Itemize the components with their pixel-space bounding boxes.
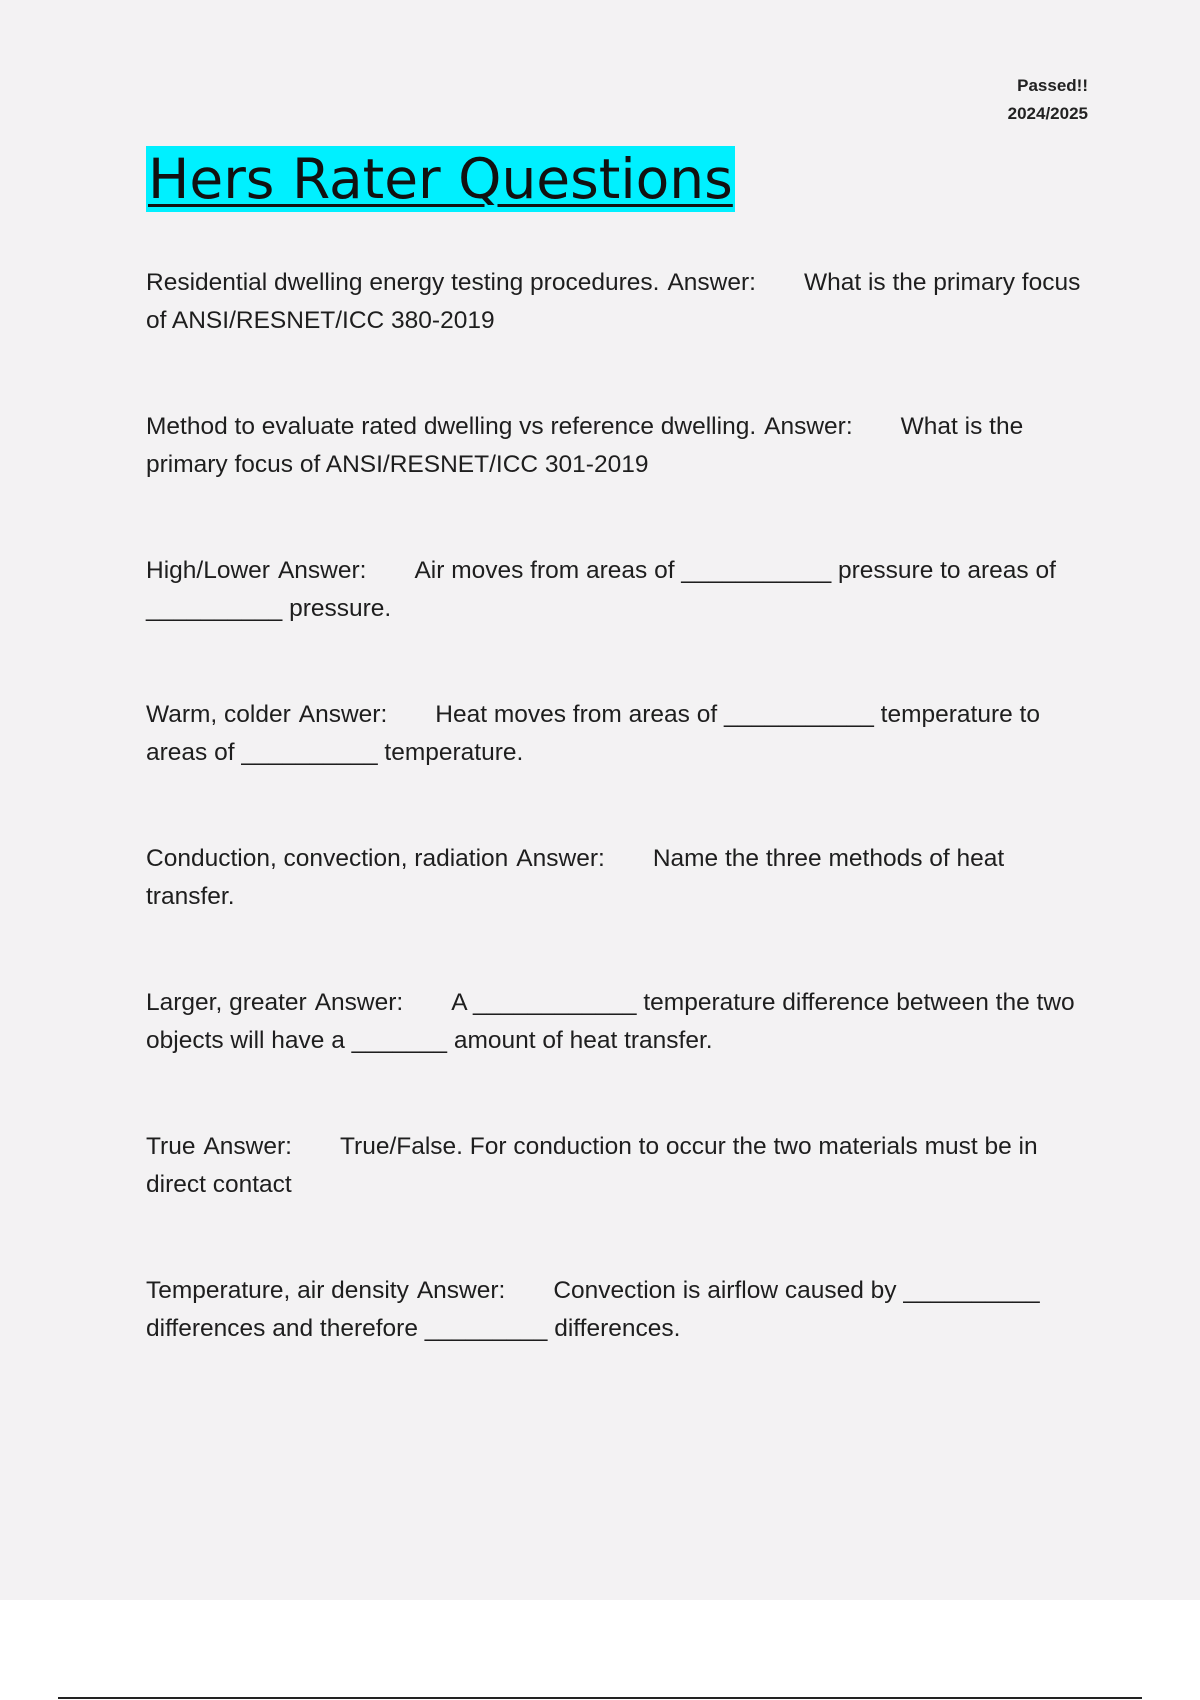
answer-text: Warm, colder xyxy=(146,701,291,728)
status-text: Passed!! xyxy=(1017,76,1088,95)
answer-label: Answer: xyxy=(203,1133,292,1160)
answer-text: Larger, greater xyxy=(146,989,307,1016)
qa-item xyxy=(146,840,1086,984)
qa-item xyxy=(146,1128,1086,1272)
qa-item xyxy=(146,1272,1086,1416)
answer-text: Conduction, convection, radiation xyxy=(146,845,509,872)
question-text: True/False. For conduction to occur the two materials must be in direct contact xyxy=(146,1133,1038,1198)
answer-label: Answer: xyxy=(764,413,853,440)
qa-item xyxy=(146,264,1086,408)
page-footer xyxy=(0,1600,1200,1700)
answer-text: High/Lower xyxy=(146,557,270,584)
document-title: Hers Rater Questions xyxy=(148,147,733,211)
qa-item xyxy=(146,408,1086,552)
question-text: Convection is airflow caused by __________ differences and therefore _________ differences. xyxy=(146,1277,1040,1342)
question-text: Name the three methods of heat transfer. xyxy=(146,845,1005,910)
question-text: Air moves from areas of ___________ pressure to areas of __________ pressure. xyxy=(146,557,1056,622)
year-text: 2024/2025 xyxy=(1007,104,1088,123)
status-note xyxy=(1008,72,1088,128)
answer-label: Answer: xyxy=(298,701,388,728)
footer-divider xyxy=(58,1697,1142,1699)
answer-text: Residential dwelling energy testing procedures. xyxy=(146,269,660,296)
answer-text: Method to evaluate rated dwelling vs reference dwelling. xyxy=(146,413,757,440)
question-text: Heat moves from areas of ___________ temperature to areas of __________ temperature. xyxy=(146,701,1040,766)
qa-item xyxy=(146,552,1086,696)
answer-label: Answer: xyxy=(416,1277,506,1304)
answer-text: Temperature, air density xyxy=(146,1277,409,1304)
answer-label: Answer: xyxy=(314,989,404,1016)
answer-label: Answer: xyxy=(516,845,605,872)
question-text: What is the primary focus of ANSI/RESNET/ICC 301-2019 xyxy=(146,413,1024,478)
answer-text: True xyxy=(146,1133,196,1160)
qa-item xyxy=(146,984,1086,1128)
answer-label: Answer: xyxy=(277,557,367,584)
answer-label: Answer: xyxy=(667,269,756,296)
qa-list xyxy=(146,264,1086,1416)
question-text: A ____________ temperature difference between the two objects will have a _______ amount of heat transfer. xyxy=(146,989,1075,1054)
question-text: What is the primary focus of ANSI/RESNET/ICC 380-2019 xyxy=(146,269,1081,334)
qa-item xyxy=(146,696,1086,840)
